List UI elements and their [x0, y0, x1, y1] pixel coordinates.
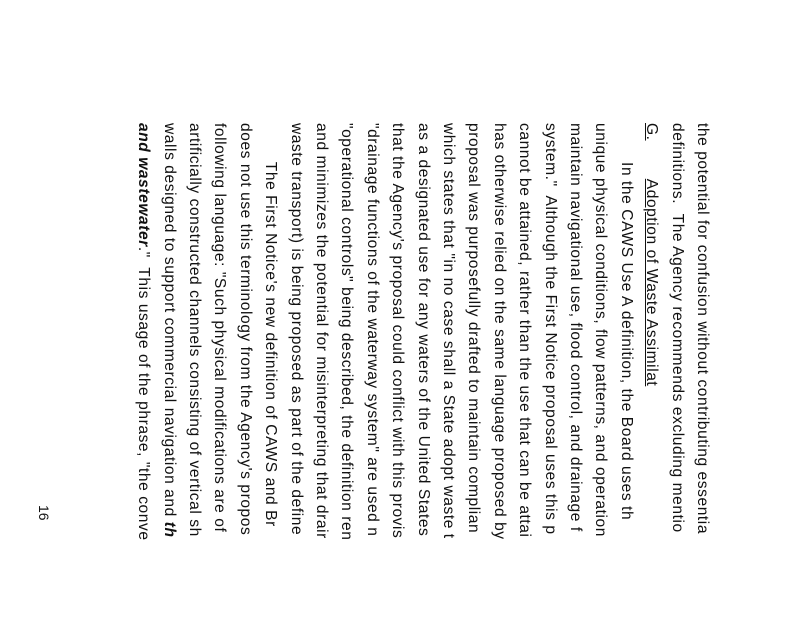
text-run: The First Notice's new definition of CAWS and Br — [262, 123, 280, 527]
text-run: unique physical conditions, flow patterns, and operation — [592, 123, 610, 537]
text-line-13 — [390, 123, 406, 538]
text-run: and minimizes the potential for misinterpreting that drair — [313, 123, 330, 539]
text-line-21 — [186, 123, 202, 537]
text-run: G. — [643, 123, 661, 141]
text-run: proposal was purposefully drafted to maintain complian — [465, 123, 483, 534]
text-run: which states that "in no case shall a State adopt waste t — [440, 123, 457, 539]
page-number: 16 — [36, 505, 52, 521]
text-line-5 — [593, 123, 609, 537]
text-run: system." Although the First Notice proposal uses this p — [541, 123, 559, 535]
text-run — [643, 141, 660, 179]
text-line-18 — [263, 123, 279, 527]
text-run: and wastewater — [135, 123, 153, 247]
text-run: In the CAWS Use A definition, the Board uses th — [617, 123, 635, 521]
text-run: "drainage functions of the waterway system" are used n — [363, 123, 381, 537]
text-run: has otherwise relied on the same language proposed by — [490, 123, 508, 540]
text-line-8 — [517, 123, 533, 538]
text-run: as a designated use for any waters of the United States — [414, 123, 432, 537]
text-run: following language: "Such physical modifications are of — [211, 123, 229, 533]
text-run: maintain navigational use, flood control, and drainage f — [567, 123, 584, 532]
text-run: cannot be attained, rather than the use that can be attai — [516, 123, 534, 538]
text-line-2 — [669, 123, 685, 533]
text-line-15 — [339, 123, 355, 540]
text-run: definitions. The Agency recommends excluding mentio — [668, 123, 686, 533]
text-line-1 — [694, 123, 710, 534]
text-line-20 — [212, 123, 228, 532]
text-line-12 — [415, 123, 431, 536]
text-line-11 — [440, 123, 456, 539]
text-line-23 — [136, 123, 152, 541]
text-run: the potential for confusion without contributing essentia — [694, 123, 711, 535]
text-line-16 — [313, 123, 329, 539]
text-line-19 — [237, 123, 253, 535]
text-line-17 — [288, 123, 304, 535]
text-line-10 — [466, 123, 482, 533]
text-line-6 — [567, 123, 583, 532]
text-line-4 — [618, 123, 634, 520]
text-run: th — [160, 521, 178, 538]
text-run: artificially constructed channels consisting of vertical sh — [186, 123, 203, 537]
text-line-7 — [542, 123, 558, 535]
text-run: Adoption of Waste Assimilat — [643, 178, 661, 387]
text-line-22 — [161, 123, 177, 538]
text-run: waste transport) is being proposed as part of the define — [287, 123, 305, 536]
text-run: "operational controls" being described, the definition ren — [338, 123, 356, 541]
section-heading — [644, 123, 660, 386]
text-run: walls designed to support commercial navigation and — [160, 123, 178, 522]
text-line-9 — [491, 123, 507, 540]
text-run: that the Agency's proposal could conflict with this provis — [389, 123, 407, 539]
text-run: ." This usage of the phrase, "the conve — [135, 246, 153, 541]
text-run: does not use this terminology from the Agency's propos — [236, 123, 254, 536]
text-line-14 — [364, 123, 380, 537]
